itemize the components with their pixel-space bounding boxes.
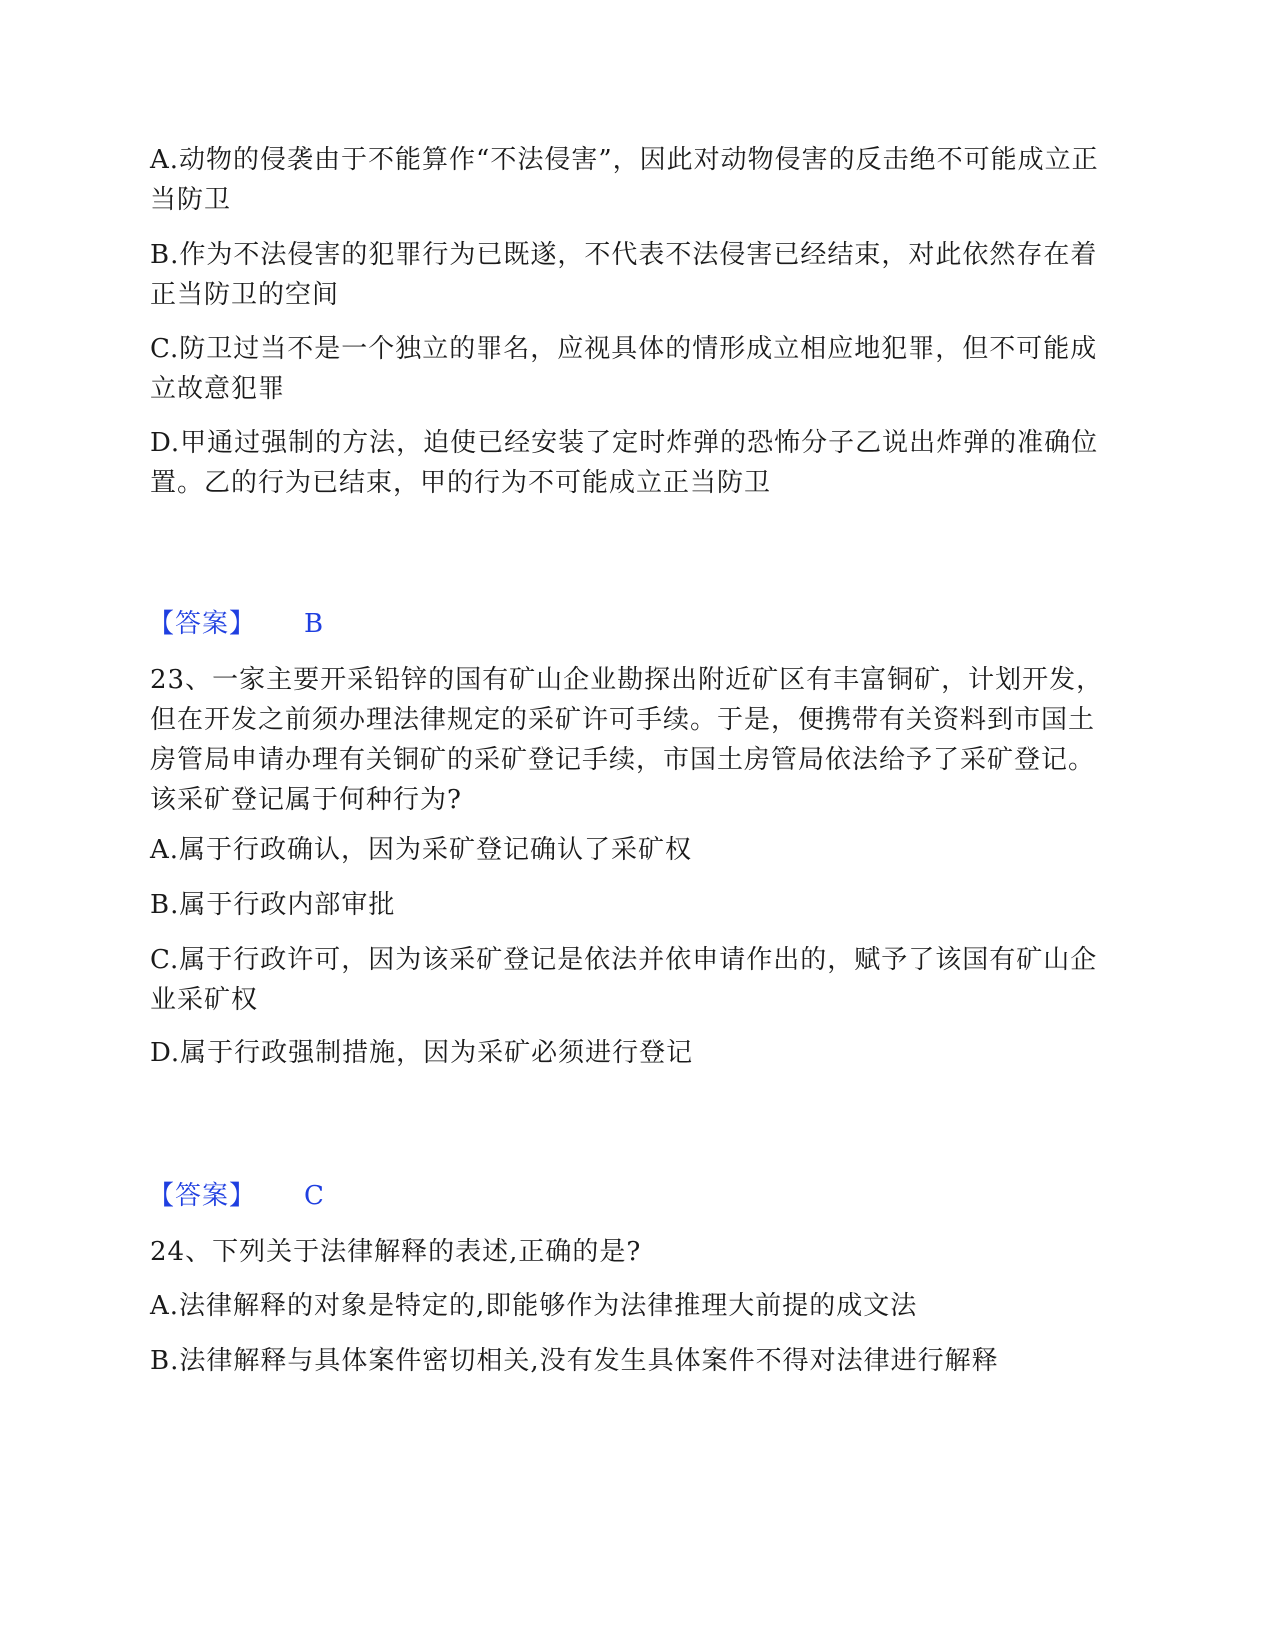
q23-option-d: D.属于行政强制措施，因为采矿必须进行登记 bbox=[150, 1038, 694, 1068]
q23-option-a: A.属于行政确认，因为采矿登记确认了采矿权 bbox=[150, 835, 693, 865]
q23-answer bbox=[148, 1176, 325, 1216]
answer-value: C bbox=[304, 1181, 325, 1211]
q22-option-d: D.甲通过强制的方法，迫使已经安装了定时炸弹的恐怖分子乙说出炸弹的准确位置。乙的行为已结束，甲的行为不可能成立正当防卫 bbox=[150, 428, 1099, 498]
q22-option-a: A.动物的侵袭由于不能算作“不法侵害”，因此对动物侵害的反击绝不可能成立正当防卫 bbox=[150, 145, 1099, 215]
q24-option-b: B.法律解释与具体案件密切相关,没有发生具体案件不得对法律进行解释 bbox=[150, 1346, 999, 1376]
answer-label: 【答案】 bbox=[148, 609, 257, 639]
q22-option-c: C.防卫过当不是一个独立的罪名，应视具体的情形成立相应地犯罪，但不可能成立故意犯罪 bbox=[150, 334, 1098, 404]
answer-value: B bbox=[304, 609, 325, 639]
q22-option-b: B.作为不法侵害的犯罪行为已既遂，不代表不法侵害已经结束，对此依然存在着正当防卫的空间 bbox=[150, 240, 1098, 310]
q23-option-b: B.属于行政内部审批 bbox=[150, 890, 396, 920]
q24-option-a: A.法律解释的对象是特定的,即能够作为法律推理大前提的成文法 bbox=[150, 1291, 918, 1321]
answer-label: 【答案】 bbox=[148, 1181, 257, 1211]
q22-answer bbox=[148, 604, 324, 644]
q24-stem: 24、下列关于法律解释的表述,正确的是? bbox=[150, 1237, 642, 1267]
q23-option-c: C.属于行政许可，因为该采矿登记是依法并依申请作出的，赋予了该国有矿山企业采矿权 bbox=[150, 945, 1098, 1015]
q23-stem: 23、一家主要开采铅锌的国有矿山企业勘探出附近矿区有丰富铜矿，计划开发，但在开发之前须办理法律规定的采矿许可手续。于是，便携带有关资料到市国土房管局申请办理有关铜矿的采矿登记手续，市国土房管局依法给予了采矿登记。该采矿登记属于何种行为? bbox=[150, 665, 1104, 815]
